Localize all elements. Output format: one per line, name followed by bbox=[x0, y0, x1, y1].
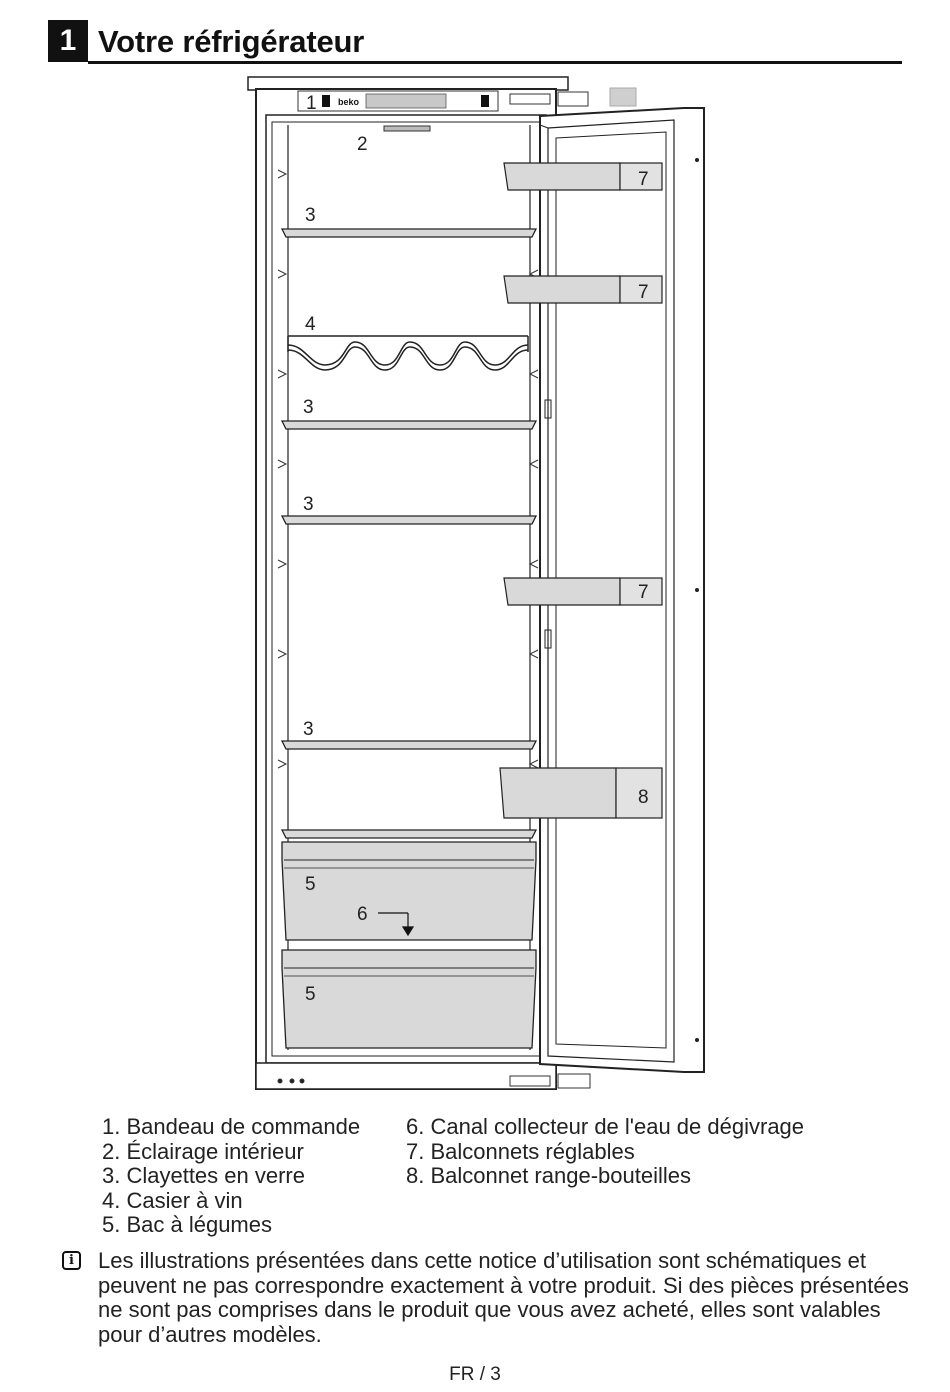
note-text: Les illustrations présentées dans cette notice d’utilisation sont schématiques et peuvent ne pas correspondre exactement à votre produit. Si des pièces présentées ne sont pas comprises dans le produit que vous avez acheté, elles sont valables pour d’autres modèles. bbox=[98, 1248, 909, 1347]
callout-shelf-2: 3 bbox=[303, 397, 314, 418]
glass-shelf-4 bbox=[282, 741, 536, 749]
legend-item: 1. Bandeau de commande bbox=[102, 1114, 361, 1139]
interior-light bbox=[384, 126, 430, 131]
legend-right bbox=[406, 1115, 804, 1189]
legend-item: 8. Balconnet range-bouteilles bbox=[406, 1163, 691, 1188]
legend-item: 2. Éclairage intérieur bbox=[102, 1138, 304, 1164]
callout-door-shelf-1: 7 bbox=[638, 169, 649, 190]
control-panel bbox=[298, 91, 498, 111]
crisper-drawer-top bbox=[282, 842, 536, 940]
section-number: 1 bbox=[48, 20, 88, 62]
legend-item: 3. Clayettes en verre bbox=[102, 1163, 305, 1188]
glass-shelf-1 bbox=[282, 229, 536, 237]
brand-logo: beko bbox=[338, 97, 360, 107]
glass-shelf-3 bbox=[282, 516, 536, 524]
callout-shelf-3: 3 bbox=[303, 494, 314, 515]
info-icon: i bbox=[62, 1251, 81, 1270]
callout-door-shelf-3: 7 bbox=[638, 582, 649, 603]
callout-wine-rack: 4 bbox=[305, 314, 316, 335]
callout-control-panel: 1 bbox=[306, 93, 317, 114]
callout-shelf-4: 3 bbox=[303, 719, 314, 740]
crisper-cover bbox=[282, 830, 536, 838]
legend-item: 6. Canal collecteur de l'eau de dégivrage bbox=[406, 1114, 805, 1139]
callout-light: 2 bbox=[357, 134, 368, 155]
page-title: Votre réfrigérateur bbox=[98, 24, 365, 59]
legend-item: 7. Balconnets réglables bbox=[406, 1138, 635, 1164]
page-number: FR / 3 bbox=[449, 1364, 501, 1385]
legend-item: 4. Casier à vin bbox=[102, 1187, 243, 1213]
callout-door-shelf-2: 7 bbox=[638, 282, 649, 303]
callout-crisper-bottom: 5 bbox=[305, 984, 316, 1005]
callout-bottle-shelf: 8 bbox=[638, 787, 649, 808]
legend-left bbox=[102, 1115, 360, 1238]
crisper-drawer-bottom bbox=[282, 950, 536, 1048]
glass-shelf-2 bbox=[282, 421, 536, 429]
legend-item: 5. Bac à légumes bbox=[102, 1212, 272, 1237]
callout-drain: 6 bbox=[357, 904, 368, 925]
callout-shelf-1: 3 bbox=[305, 205, 316, 226]
callout-crisper-top: 5 bbox=[305, 874, 316, 895]
